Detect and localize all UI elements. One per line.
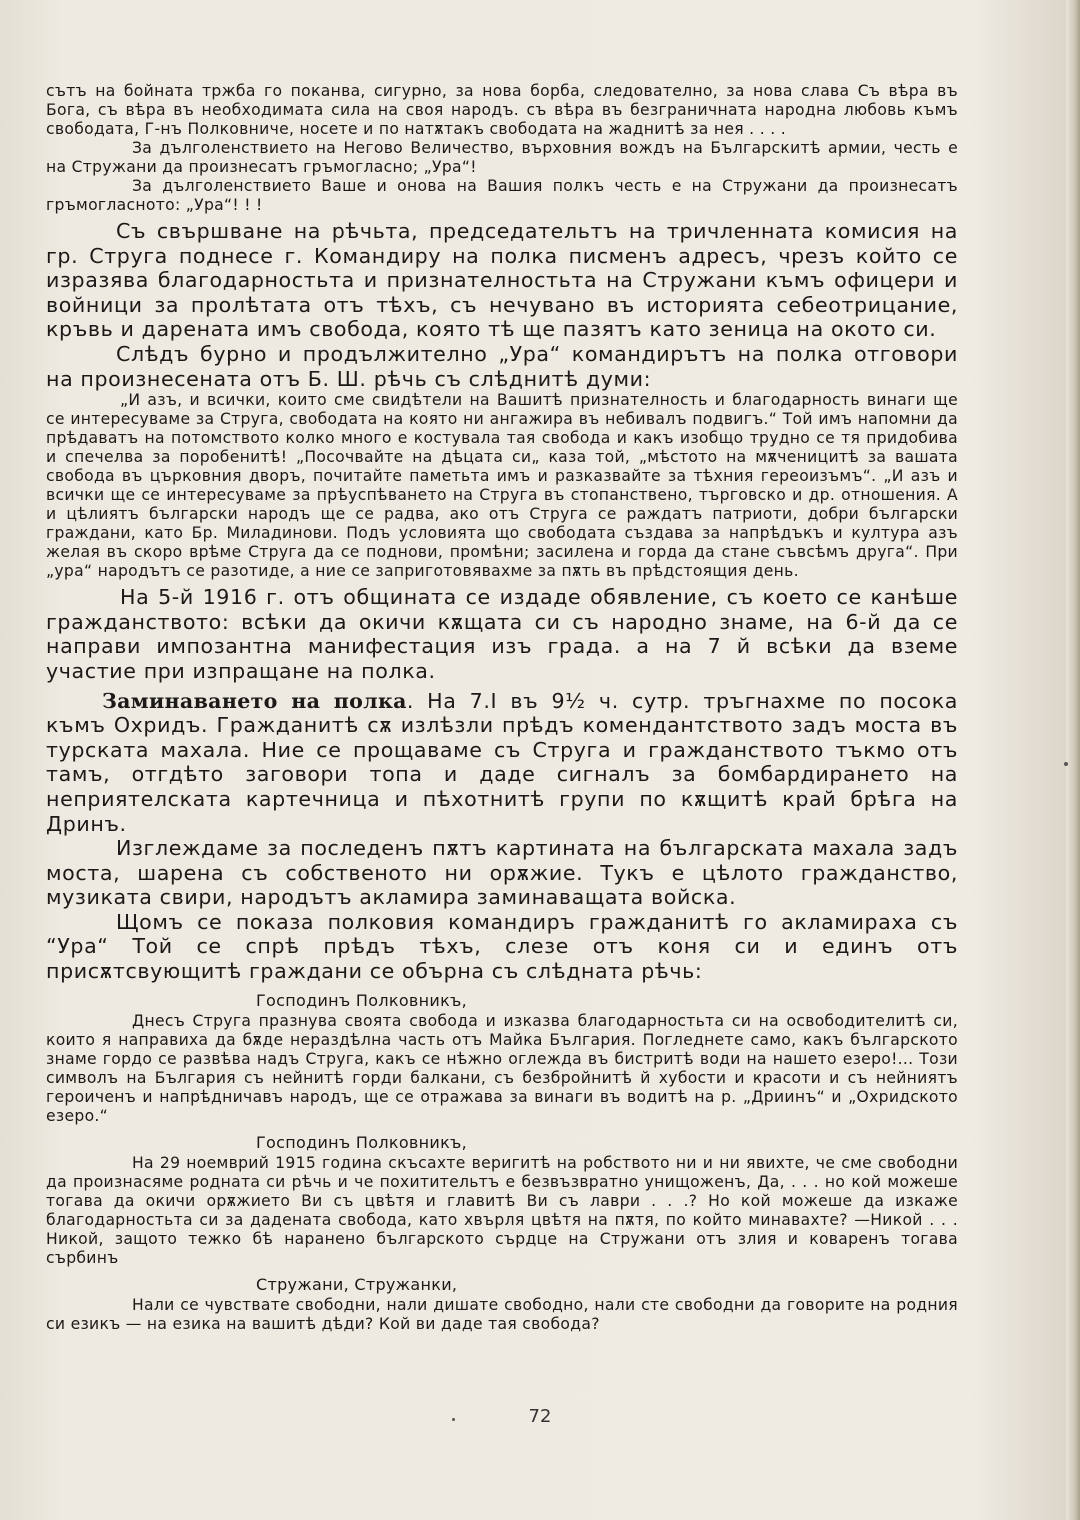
paragraph-speech-end: сътъ на бойната тржба го поканва, сигурно, за нова борба, следователно, за нова слава Съ вѣра въ Бога, съ вѣра въ необходимата сила на своя народъ. съ вѣра въ безграничната народна любовь къмъ свободата, Г-нъ Полковниче, носете и по натѫтакъ свободата на жаднитѣ за нея . . . . [46,82,958,138]
page-number [0,1406,1080,1427]
paragraph-reply-intro: Слѣдъ бурно и продължително „Ура“ командирътъ на полка отговори на произнесената отъ Б. Ш. рѣчь съ слѣднитѣ думи: [46,341,958,391]
paragraph-commander-reply: „И азъ, и всички, които сме свидѣтели на Вашитѣ признателность и благодарность винаги ще се интересуваме за Струга, свободата на която ни ангажира въ небивалъ подвигъ.“ Той имъ напомни да прѣдаватъ на потомството колко много е костувала тая свобода и какъ изобщо трудно се тя придобива и спечелва за поробенитѣ! „Посочвайте на дѣцата си„ каза той, „мѣстото на мѫченицитѣ за вашата свобода въ църковния дворъ, почитайте паметьта имъ и разказвайте за тѣхния гереоизъмъ“. „И азъ и всички ще се интересуваме за прѣуспѣването на Струга въ стопанствено, търговско и др. отношения. А и цѣлиятъ български народъ ще се радва, ако отъ Струга се раждатъ патриоти, добри български граждани, като Бр. Миладинови. Подъ условията що свободата създава за напрѣдъкъ и култура азъ желая въ скоро врѣме Струга да се поднови, промѣни; засилена и горда да стане съвсѣмъ друга“. При „ура“ народътъ се разотиде, а ние се заприготовявахме за пѫть въ прѣдстоящия день. [46,391,958,581]
speck [1064,762,1068,766]
paragraph-toast-king: За дълголенствието на Негово Величество, върховния вождъ на Българскитѣ армии, честь е на Стружани да произнесатъ гръмогласно; „Ура“! [46,139,958,176]
section-heading: Заминаването на полка [102,688,407,713]
paragraph-november-1915: На 29 ноемврий 1915 година скъсахте веригитѣ на робството ни и ни явихте, че сме свободни да произнасяме родната си рѣчь и че похитительтъ е безвъзвратно унищоженъ, Да, . . . но кой можеше тогава да окичи орѫжието Ви съ цвѣтя и главитѣ Ви съ лаври . . .? Но кой можеше да изкаже благодарностьта си за дадената свобода, като хвърля цвѣтя на пѫтя, по който минавахте? —Никой . . . Никой, защото тежко бѣ наранено българското сърдце на Стружани отъ злия и коваренъ тогава сърбинъ [46,1153,958,1267]
page-speck [452,1418,455,1421]
paragraph-struga-celebrates: Днесъ Струга празнува своята свобода и изказва благодарностьта си на освободителитѣ си, които я направиха да бѫде нераздѣлна часть отъ Майка България. Погледнете само, какъ българското знаме гордо се развѣва надъ Струга, какъ се нѣжно оглеждa въ бистритѣ води на нашето езеро!... Този символъ на България съ нейнитѣ горди балкани, съ безбройнитѣ й хубости и красоти и съ нейниятъ героиченъ и напрѣдничавъ народъ, ще се отражава за винаги въ водитѣ на р. „Дриинъ“ и „Охридското езеро.“ [46,1011,958,1125]
paragraph-last-look: Изглеждаме за последенъ пѫтъ картината на българската махала задъ моста, шарена съ собственото ни орѫжие. Тукъ е цѣлото гражданство, музиката свири, народътъ акламира заминаващата войска. [46,836,958,910]
salutation-first: Господинъ Полковникъ, [256,990,468,1010]
paragraph-announcement: На 5-й 1916 г. отъ общината се издаде обявление, съ което се канѣше гражданството: всѣки да окичи кѫщата си съ народно знаме, на 6-й да се направи импозантна манифестация изъ града. а на 7 й всѣки да вземе участие при изпращане на полка. [46,585,958,683]
paragraph-freedom-question: Нали се чувствате свободни, нали дишате свободно, нали сте свободни да говорите на родния си езикъ — на езика на вашитѣ дѣди? Кой ви даде тая свобода? [46,1295,958,1333]
page-number-text: 72 [528,1406,552,1427]
page-edge-shadow [1066,0,1080,1520]
text-column [46,82,958,1334]
paragraph-toast-regiment: За дълголенствието Ваше и онова на Вашия полкъ честь е на Стружани да произнесатъ гръмогласното: „Ура“! ! ! [46,177,958,214]
paragraph-address: Съ свършване на рѣчьта, председательтъ на тричленната комисия на гр. Струга поднесе г. Командиру на полка писменъ адресъ, чрезъ който се изразява благодарностьта и признателностьта на Стружани къмъ офицери и войници за пролѣтата отъ тѣхъ, съ нечувано въ историята себеотрицание, кръвь и дарената имъ свобода, която тѣ ще пазятъ като зеница на окото си. [46,219,958,342]
paragraph-departure [46,689,958,837]
salutation-second: Господинъ Полковникъ, [256,1132,468,1152]
departure-text: . На 7.І въ 9½ ч. сутр. тръгнахме по посока къмъ Охридъ. Гражданитѣ сѫ излѣзли прѣдъ комендантството задъ моста въ турската махала. Ние се прощаваме съ Струга и гражданството тъкмо отъ тамъ, отгдѣто заговори топа и даде сигналъ за бомбардирането на неприятелската картечница и пѣхотнитѣ групи по кѫщитѣ край брѣга на Дринъ. [46,688,958,836]
paragraph-commander-appears: Щомъ се показа полковия командиръ гражданитѣ го акламираха съ “Ура“ Той се спрѣ прѣдъ тѣхъ, слезе отъ коня си и единъ отъ присѫтсвующитѣ граждани се обърна съ слѣдната рѣчь: [46,909,958,984]
salutation-third: Стружани, Стружанки, [256,1274,458,1294]
